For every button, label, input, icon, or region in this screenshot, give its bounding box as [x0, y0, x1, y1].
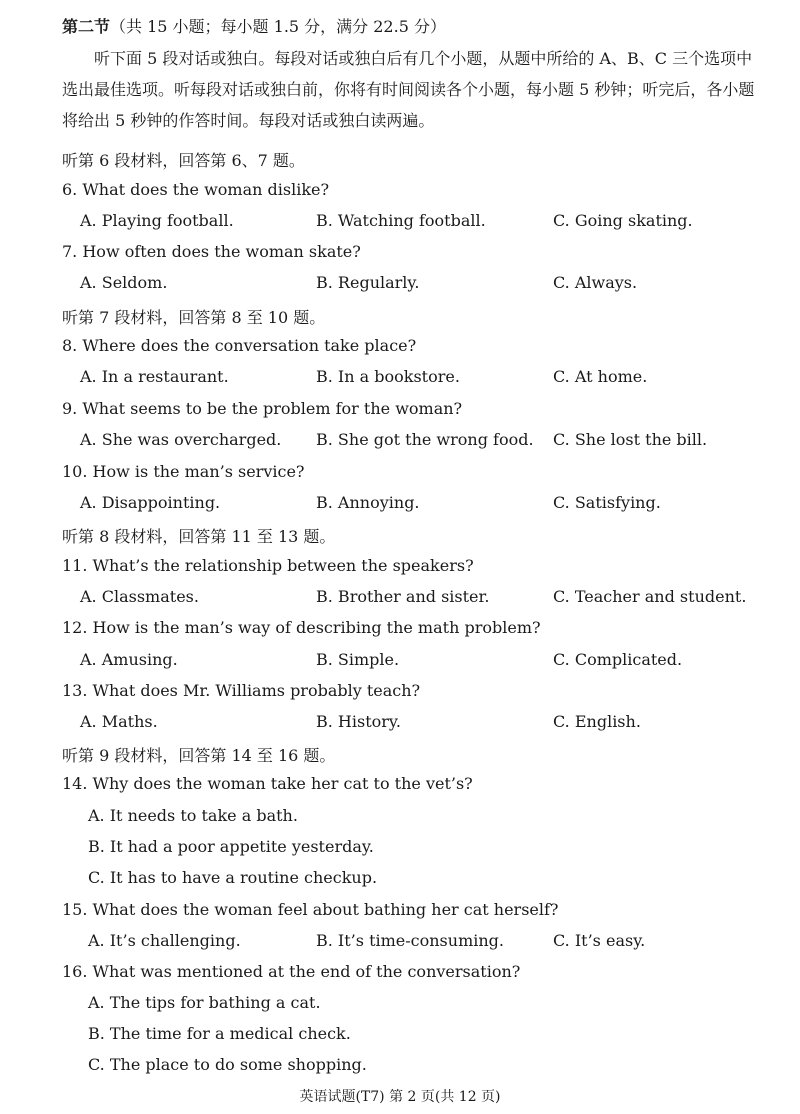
passage-intro: 听第 8 段材料，回答第 11 至 13 题。 — [62, 527, 336, 546]
option-a[interactable]: A. In a restaurant. — [80, 367, 229, 386]
option-b[interactable]: B. Simple. — [316, 650, 400, 669]
option-b[interactable]: B. In a bookstore. — [316, 367, 460, 386]
option-a[interactable]: A. It needs to take a bath. — [88, 806, 298, 825]
option-c[interactable]: C. It has to have a routine checkup. — [88, 868, 378, 887]
option-b[interactable]: B. History. — [316, 712, 401, 731]
instruction-line: 选出最佳选项。听每段对话或独白前，你将有时间阅读各个小题，每小题 5 秒钟；听完后，各小题 — [62, 80, 755, 99]
section-header — [62, 14, 800, 37]
passage-intro: 听第 7 段材料，回答第 8 至 10 题。 — [62, 308, 326, 327]
option-c[interactable]: C. She lost the bill. — [553, 430, 708, 449]
instruction-line: 将给出 5 秒钟的作答时间。每段对话或独白读两遍。 — [62, 111, 435, 130]
option-a[interactable]: A. It’s challenging. — [88, 931, 241, 950]
question-stem: 14. Why does the woman take her cat to the vet’s? — [62, 774, 473, 793]
option-a[interactable]: A. Seldom. — [80, 273, 168, 292]
option-a[interactable]: A. The tips for bathing a cat. — [88, 993, 321, 1012]
passage-intro: 听第 6 段材料，回答第 6、7 题。 — [62, 151, 305, 170]
passage-intro: 听第 9 段材料，回答第 14 至 16 题。 — [62, 746, 336, 765]
option-b[interactable]: B. Regularly. — [316, 273, 420, 292]
option-a[interactable]: A. Amusing. — [80, 650, 178, 669]
question-stem: 11. What’s the relationship between the speakers? — [62, 556, 474, 575]
option-b[interactable]: B. She got the wrong food. — [316, 430, 534, 449]
section-title: 第二节 — [62, 17, 111, 36]
option-c[interactable]: C. Complicated. — [553, 650, 683, 669]
question-stem: 8. Where does the conversation take place? — [62, 336, 417, 355]
question-stem: 12. How is the man’s way of describing the math problem? — [62, 618, 541, 637]
question-stem: 10. How is the man’s service? — [62, 462, 305, 481]
option-c[interactable]: C. The place to do some shopping. — [88, 1055, 367, 1074]
question-stem: 9. What seems to be the problem for the woman? — [62, 399, 463, 418]
question-stem: 16. What was mentioned at the end of the conversation? — [62, 962, 521, 981]
option-a[interactable]: A. Classmates. — [80, 587, 199, 606]
question-stem: 13. What does Mr. Williams probably teach? — [62, 681, 421, 700]
page-footer: 英语试题(T7) 第 2 页(共 12 页) — [299, 1089, 501, 1105]
option-a[interactable]: A. Maths. — [80, 712, 158, 731]
option-b[interactable]: B. It’s time-consuming. — [316, 931, 504, 950]
instruction-line: 听下面 5 段对话或独白。每段对话或独白后有几个小题，从题中所给的 A、B、C 三个选项中 — [94, 49, 753, 68]
option-a[interactable]: A. Playing football. — [80, 211, 234, 230]
option-b[interactable]: B. Brother and sister. — [316, 587, 490, 606]
section-detail: （共 15 小题；每小题 1.5 分，满分 22.5 分） — [110, 17, 446, 36]
option-c[interactable]: C. Satisfying. — [553, 493, 661, 512]
question-stem: 7. How often does the woman skate? — [62, 242, 361, 261]
option-a[interactable]: A. She was overcharged. — [80, 430, 282, 449]
option-b[interactable]: B. Watching football. — [316, 211, 486, 230]
option-c[interactable]: C. At home. — [553, 367, 648, 386]
option-c[interactable]: C. English. — [553, 712, 641, 731]
option-c[interactable]: C. Teacher and student. — [553, 587, 747, 606]
question-stem: 6. What does the woman dislike? — [62, 180, 330, 199]
option-c[interactable]: C. Always. — [553, 273, 638, 292]
option-b[interactable]: B. It had a poor appetite yesterday. — [88, 837, 374, 856]
option-c[interactable]: C. Going skating. — [553, 211, 693, 230]
option-b[interactable]: B. Annoying. — [316, 493, 420, 512]
option-b[interactable]: B. The time for a medical check. — [88, 1024, 351, 1043]
option-a[interactable]: A. Disappointing. — [80, 493, 221, 512]
question-stem: 15. What does the woman feel about bathing her cat herself? — [62, 900, 559, 919]
option-c[interactable]: C. It’s easy. — [553, 931, 646, 950]
instructions — [62, 43, 782, 136]
